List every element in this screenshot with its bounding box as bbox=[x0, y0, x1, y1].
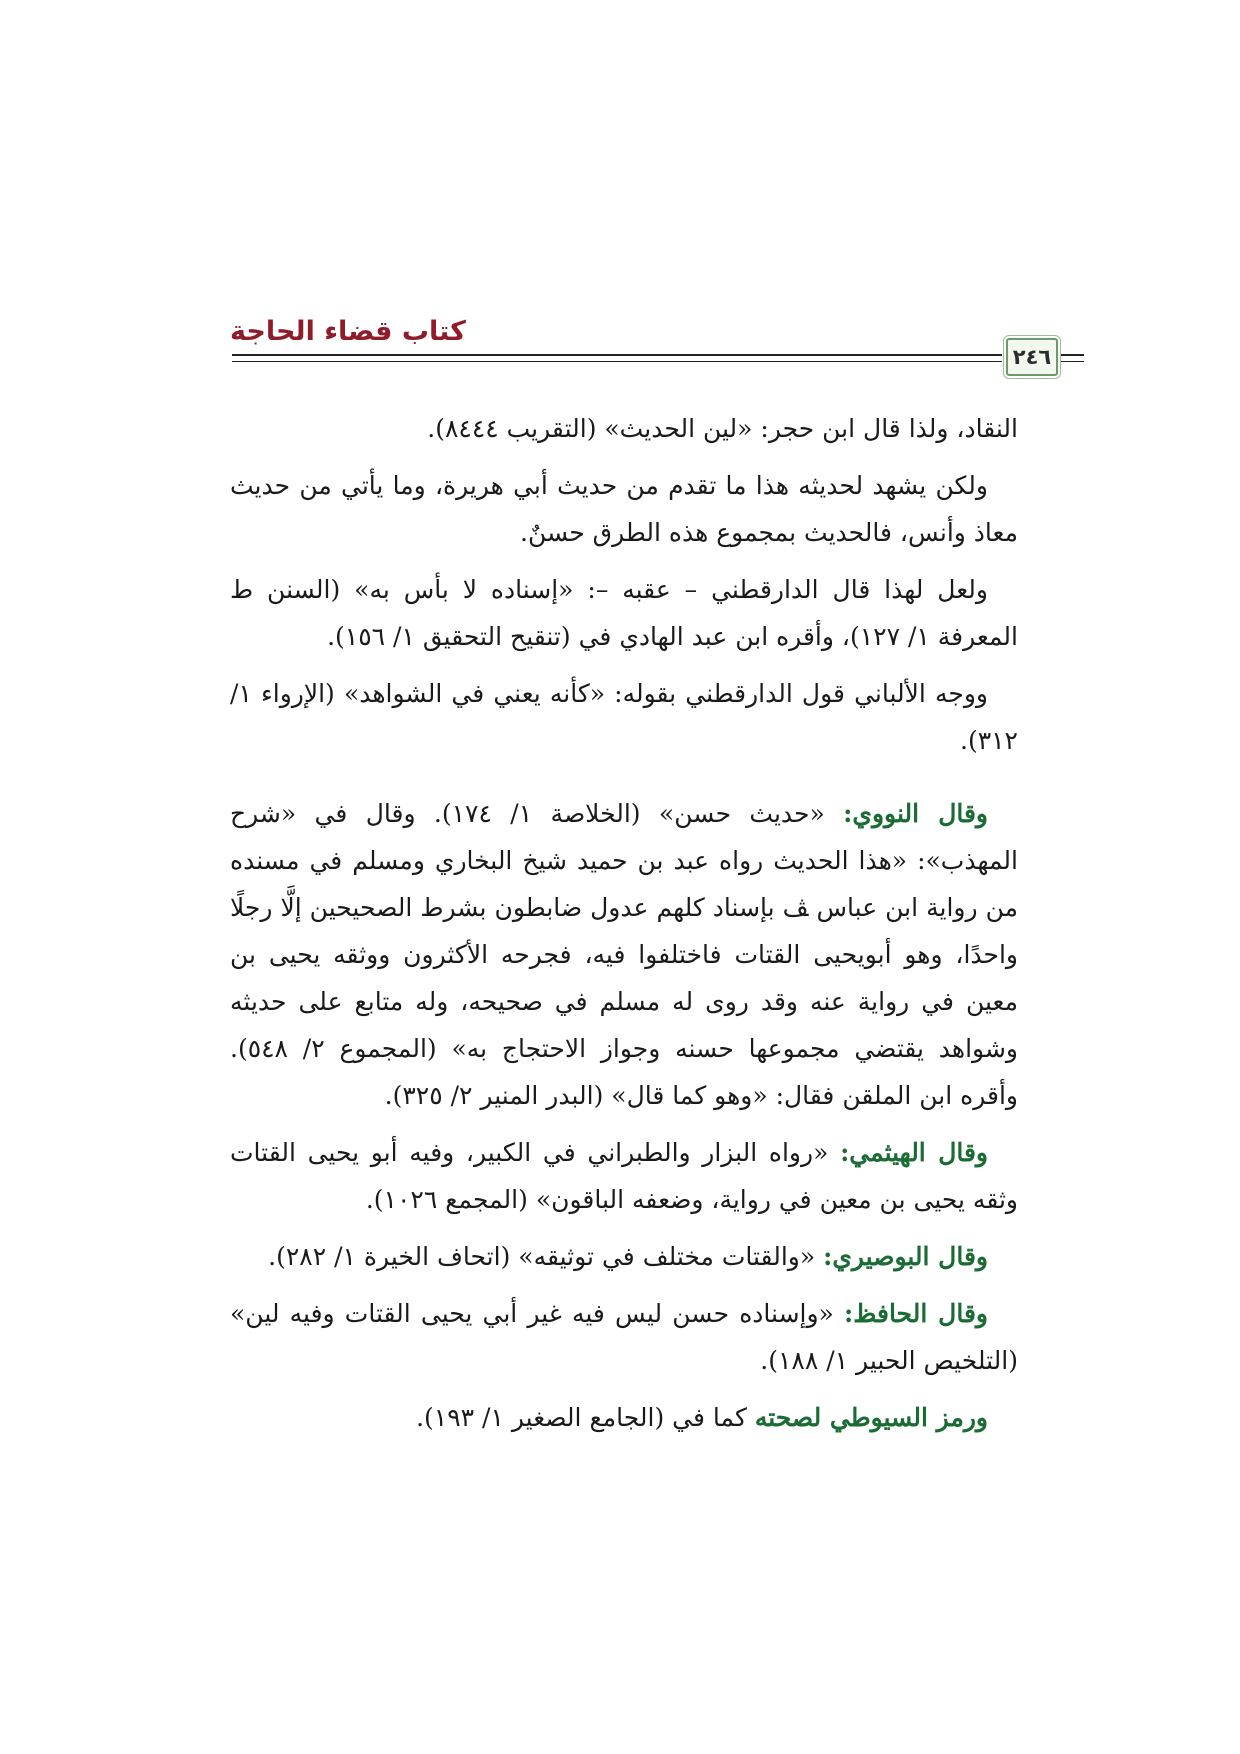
paragraph-2: ولكن يشهد لحديثه هذا ما تقدم من حديث أبي هريرة، وما يأتي من حديث معاذ وأنس، فالحديث بمجموع هذه الطرق حسنٌ. bbox=[230, 471, 1018, 547]
paragraph-3: ولعل لهذا قال الدارقطني – عقبه –: «إسناده لا بأس به» (السنن ط المعرفة ١/ ١٢٧)، وأقره ابن عبد الهادي في (تنقيح التحقيق ١/ ١٥٦). bbox=[230, 575, 1018, 651]
paragraph-haythami: وقال الهيثمي: «رواه البزار والطبراني في الكبير، وفيه أبو يحيى القتات وثقه يحيى بن معين في رواية، وضعفه الباقون» (المجمع ١٠٢٦). bbox=[230, 1138, 1018, 1214]
paragraph-busiri: وقال البوصيري: «والقتات مختلف في توثيقه» (اتحاف الخيرة ١/ ٢٨٢). bbox=[268, 1242, 988, 1271]
header-rule-right-top bbox=[1060, 354, 1084, 356]
scholar-name-haythami: وقال الهيثمي: bbox=[840, 1138, 989, 1167]
page-number-badge bbox=[1006, 338, 1058, 376]
header-rule-top bbox=[232, 354, 1002, 356]
paragraph-hafiz: وقال الحافظ: «وإسناده حسن ليس فيه غير أبي يحيى القتات وفيه لين» (التلخيص الحبير ١/ ١٨٨). bbox=[230, 1299, 1018, 1375]
body-text bbox=[230, 405, 1018, 1451]
page-number: ٢٤٦ bbox=[1012, 345, 1052, 369]
paragraph-suyuti: ورمز السيوطي لصحته كما في (الجامع الصغير ١/ ١٩٣). bbox=[416, 1403, 988, 1432]
running-header-title: كتاب قضاء الحاجة bbox=[230, 316, 466, 347]
scholar-name-hafiz: وقال الحافظ: bbox=[844, 1299, 988, 1328]
scholar-name-busiri: وقال البوصيري: bbox=[823, 1242, 988, 1271]
header-rule-bottom bbox=[232, 361, 1002, 362]
header-rule-right-bottom bbox=[1060, 361, 1084, 362]
paragraph-4: ووجه الألباني قول الدارقطني بقوله: «كأنه يعني في الشواهد» (الإرواء ١/ ٣١٢). bbox=[230, 679, 1018, 755]
scholar-name-nawawi: وقال النووي: bbox=[843, 799, 989, 828]
scholar-name-suyuti: ورمز السيوطي لصحته bbox=[754, 1403, 988, 1432]
paragraph-nawawi: وقال النووي: «حديث حسن» (الخلاصة ١/ ١٧٤). وقال في «شرح المهذب»: «هذا الحديث رواه عبد بن حميد شيخ البخاري ومسلم في مسنده من رواية ابن عباس ﭫ بإسناد كلهم عدول ضابطون بشرط الصحيحين إلَّا رجلًا واحدًا، وهو أبويحيى القتات فاختلفوا فيه، فجرحه الأكثرون ووثقه يحيى بن معين في رواية عنه وقد روى له مسلم في صحيحه، وله متابع على حديثه وشواهد يقتضي مجموعها حسنه وجواز الاحتجاج به» (المجموع ٢/ ٥٤٨). وأقره ابن الملقن فقال: «وهو كما قال» (البدر المنير ٢/ ٣٢٥). bbox=[230, 799, 1018, 1110]
paragraph-1: النقاد، ولذا قال ابن حجر: «لين الحديث» (التقريب ٨٤٤٤). bbox=[427, 414, 1018, 443]
